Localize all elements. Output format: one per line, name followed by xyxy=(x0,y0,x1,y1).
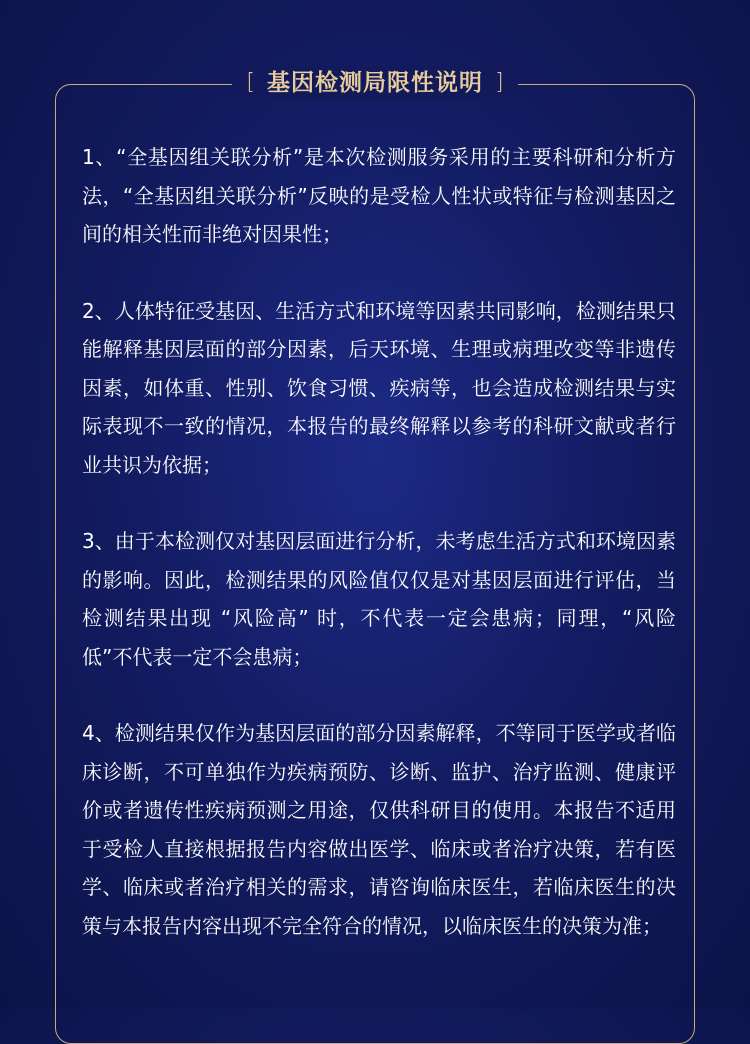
paragraph-2: 2、人体特征受基因、生活方式和环境等因素共同影响，检测结果只能解释基因层面的部分因素，后天环境、生理或病理改变等非遗传因素，如体重、性别、饮食习惯、疾病等，也会造成检测结果与实际表现不一致的情况，本报告的最终解释以参考的科研文献或者行业共识为依据； xyxy=(82,298,676,477)
limitations-list xyxy=(82,138,676,983)
title-bar xyxy=(232,66,517,100)
title-container xyxy=(0,66,750,100)
left-bracket-icon: [ xyxy=(246,70,255,95)
page-title: 基因检测局限性说明 xyxy=(267,70,483,96)
paragraph-3: 3、由于本检测仅对基因层面进行分析，未考虑生活方式和环境因素的影响。因此，检测结果的风险值仅仅是对基因层面进行评估，当检测结果出现 “风险高” 时，不代表一定会患病；同理，“风险低”不代表一定不会患病； xyxy=(82,529,676,669)
right-bracket-icon: ] xyxy=(495,70,504,95)
paragraph-1: 1、“全基因组关联分析”是本次检测服务采用的主要科研和分析方法，“全基因组关联分析”反映的是受检人性状或特征与检测基因之间的相关性而非绝对因果性； xyxy=(82,145,676,246)
paragraph-4: 4、检测结果仅作为基因层面的部分因素解释，不等同于医学或者临床诊断，不可单独作为疾病预防、诊断、监护、治疗监测、健康评价或者遗传性疾病预测之用途，仅供科研目的使用。本报告不适用于受检人直接根据报告内容做出医学、临床或者治疗决策，若有医学、临床或者治疗相关的需求，请咨询临床医生，若临床医生的决策与本报告内容出现不完全符合的情况，以临床医生的决策为准； xyxy=(82,721,676,938)
